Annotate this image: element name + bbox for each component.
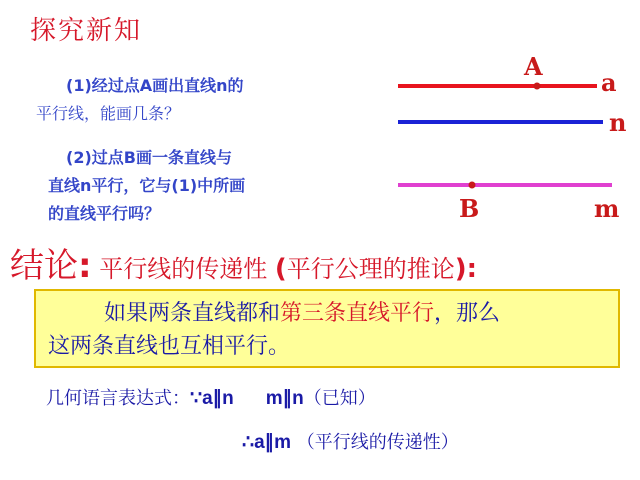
label-point-a: A xyxy=(524,52,543,81)
result-note: （平行线的传递性） xyxy=(291,432,459,453)
statement-highlight: 第三条直线平行 xyxy=(280,301,435,326)
question-2-line-3: 的直线平行吗？ xyxy=(48,204,161,223)
point-a xyxy=(534,83,541,90)
question-1-line-1: (1)经过点A画出直线n的 xyxy=(66,76,244,95)
conclusion-colon: : xyxy=(78,246,92,286)
given-1: a∥n xyxy=(202,388,234,409)
point-b xyxy=(469,182,476,189)
because-symbol: ∵ xyxy=(190,388,203,409)
statement-line-1 xyxy=(48,297,606,330)
conclusion-subject: 平行线的传递性 xyxy=(91,255,275,283)
statement-line-2: 这两条直线也互相平行。 xyxy=(48,334,291,359)
question-2-line-2: 直线n平行，它与(1)中所画 xyxy=(48,176,246,195)
label-point-b: B xyxy=(459,194,480,223)
conclusion-paren-text: 平行公理的推论 xyxy=(286,255,455,283)
label-line-m: m xyxy=(594,194,620,223)
expression-line-2 xyxy=(242,428,459,454)
statement-part-2: ，那么 xyxy=(434,301,501,326)
therefore-symbol: ∴ xyxy=(242,432,255,453)
conclusion-open-paren: ( xyxy=(274,254,287,284)
expression-label: 几何语言表达式： xyxy=(46,388,190,409)
statement-part-1: 如果两条直线都和 xyxy=(104,301,281,326)
given-2: m∥n xyxy=(265,388,304,409)
question-2-line-1: (2)过点B画一条直线与 xyxy=(66,148,232,167)
given-note: （已知） xyxy=(303,388,376,409)
label-line-a: a xyxy=(601,68,617,97)
result: a∥m xyxy=(254,432,292,453)
slide-title: 探究新知 xyxy=(30,16,143,46)
question-1-line-2: 平行线，能画几条？ xyxy=(36,104,181,123)
conclusion-line xyxy=(10,238,477,287)
label-line-n: n xyxy=(609,108,627,137)
conclusion-close-paren: ): xyxy=(454,254,478,284)
conclusion-heading: 结论 xyxy=(10,246,78,286)
statement-box xyxy=(34,289,620,368)
expression-line-1 xyxy=(46,384,376,410)
